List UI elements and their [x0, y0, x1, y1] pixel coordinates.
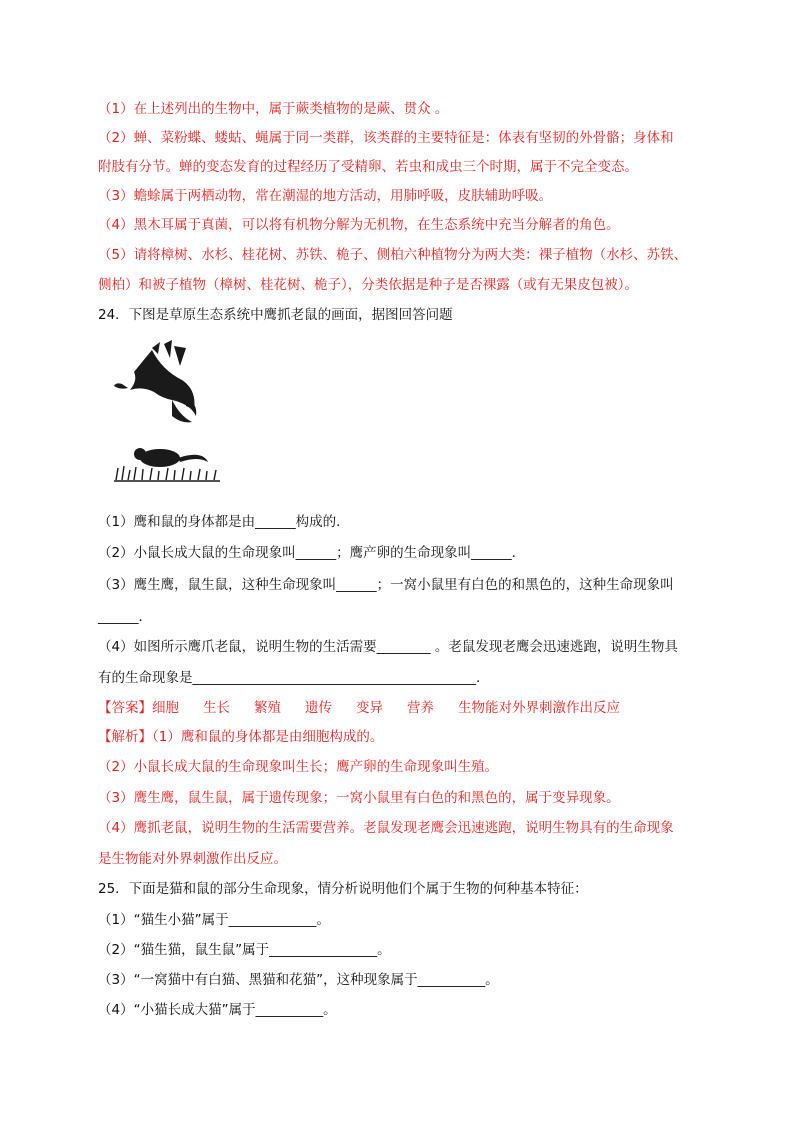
q24-analysis-4a: （4）鹰抓老鼠，说明生物的生活需要营养。老鼠发现老鹰会迅速逃跑，说明生物具有的生命现象 — [98, 820, 674, 836]
q24-question-4b: 有的生命现象是__________________________________________. — [98, 670, 481, 686]
answer-3: 繁殖 — [254, 700, 281, 716]
answer-2: 生长 — [203, 700, 230, 716]
q24-question-3b: ______． — [98, 609, 152, 625]
q24-title: 24．下图是草原生态系统中鹰抓老鼠的画面，据图回答问题 — [98, 307, 453, 323]
analysis-tag: 【解析】 — [98, 729, 152, 745]
eagle-mouse-illustration — [112, 340, 242, 490]
q24-question-3a: （3）鹰生鹰，鼠生鼠，这种生命现象叫______；一窝小鼠里有白色的和黑色的，这种生命现象叫 — [98, 577, 674, 593]
q24-question-1: （1）鹰和鼠的身体都是由______构成的． — [98, 514, 350, 530]
grass-icon — [114, 466, 220, 481]
q25-question-4: （4）“小猫长成大猫”属于__________。 — [98, 1002, 337, 1018]
q25-question-1: （1）“猫生小猫”属于_____________。 — [98, 912, 330, 928]
q23-answer-5b: 侧柏）和被子植物（樟树、桂花树、桅子），分类依据是种子是否裸露（或有无果皮包被）。 — [98, 277, 638, 293]
analysis-text-1: （1）鹰和鼠的身体都是由细胞构成的。 — [152, 729, 384, 745]
answer-5: 变异 — [356, 700, 383, 716]
q23-answer-2b: 附肢有分节。蝉的变态发育的过程经历了受精卵、若虫和成虫三个时期，属于不完全变态。 — [98, 159, 638, 175]
q24-answer-line — [98, 699, 620, 717]
q23-answer-5a: （5）请将樟树、水杉、桂花树、苏铁、桅子、侧柏六种植物分为两大类：裸子植物（水杉、苏铁、 — [98, 247, 688, 263]
q24-analysis-4b: 是生物能对外界刺激作出反应。 — [98, 851, 287, 867]
q24-analysis-2: （2）小鼠长成大鼠的生命现象叫生长；鹰产卵的生命现象叫生殖。 — [98, 759, 499, 775]
q24-analysis-1 — [98, 728, 383, 746]
q23-answer-1: （1）在上述列出的生物中，属于蕨类植物的是蕨、贯众 。 — [98, 101, 449, 117]
q24-analysis-3: （3）鹰生鹰，鼠生鼠，属于遗传现象；一窝小鼠里有白色的和黑色的，属于变异现象。 — [98, 790, 620, 806]
q24-question-2: （2）小鼠长成大鼠的生命现象叫______；鹰产卵的生命现象叫______． — [98, 545, 526, 561]
answer-1: 细胞 — [152, 700, 179, 716]
answer-6: 营养 — [407, 700, 434, 716]
eagle-icon — [114, 340, 196, 422]
mouse-icon — [134, 448, 208, 467]
q25-question-3: （3）“一窝猫中有白猫、黑猫和花猫”，这种现象属于__________。 — [98, 972, 499, 988]
q23-answer-4: （4）黑木耳属于真菌，可以将有机物分解为无机物，在生态系统中充当分解者的角色。 — [98, 217, 620, 233]
q23-answer-2a: （2）蝉、菜粉蝶、蝼蛄、蝇属于同一类群，该类群的主要特征是：体表有坚韧的外骨骼；身体和 — [98, 130, 674, 146]
q25-question-2: （2）“猫生猫，鼠生鼠”属于________________。 — [98, 942, 391, 958]
q24-question-4a: （4）如图所示鹰爪老鼠，说明生物的生活需要________ 。老鼠发现老鹰会迅速逃跑，说明生物具 — [98, 639, 678, 655]
answer-tag: 【答案】 — [98, 700, 152, 716]
answer-7: 生物能对外界刺激作出反应 — [458, 700, 620, 716]
q23-answer-3: （3）蟾蜍属于两栖动物，常在潮湿的地方活动，用肺呼吸，皮肤辅助呼吸。 — [98, 188, 553, 204]
q25-title: 25．下面是猫和鼠的部分生命现象，情分析说明他们个属于生物的何种基本特征： — [98, 881, 588, 897]
answer-4: 遗传 — [305, 700, 332, 716]
